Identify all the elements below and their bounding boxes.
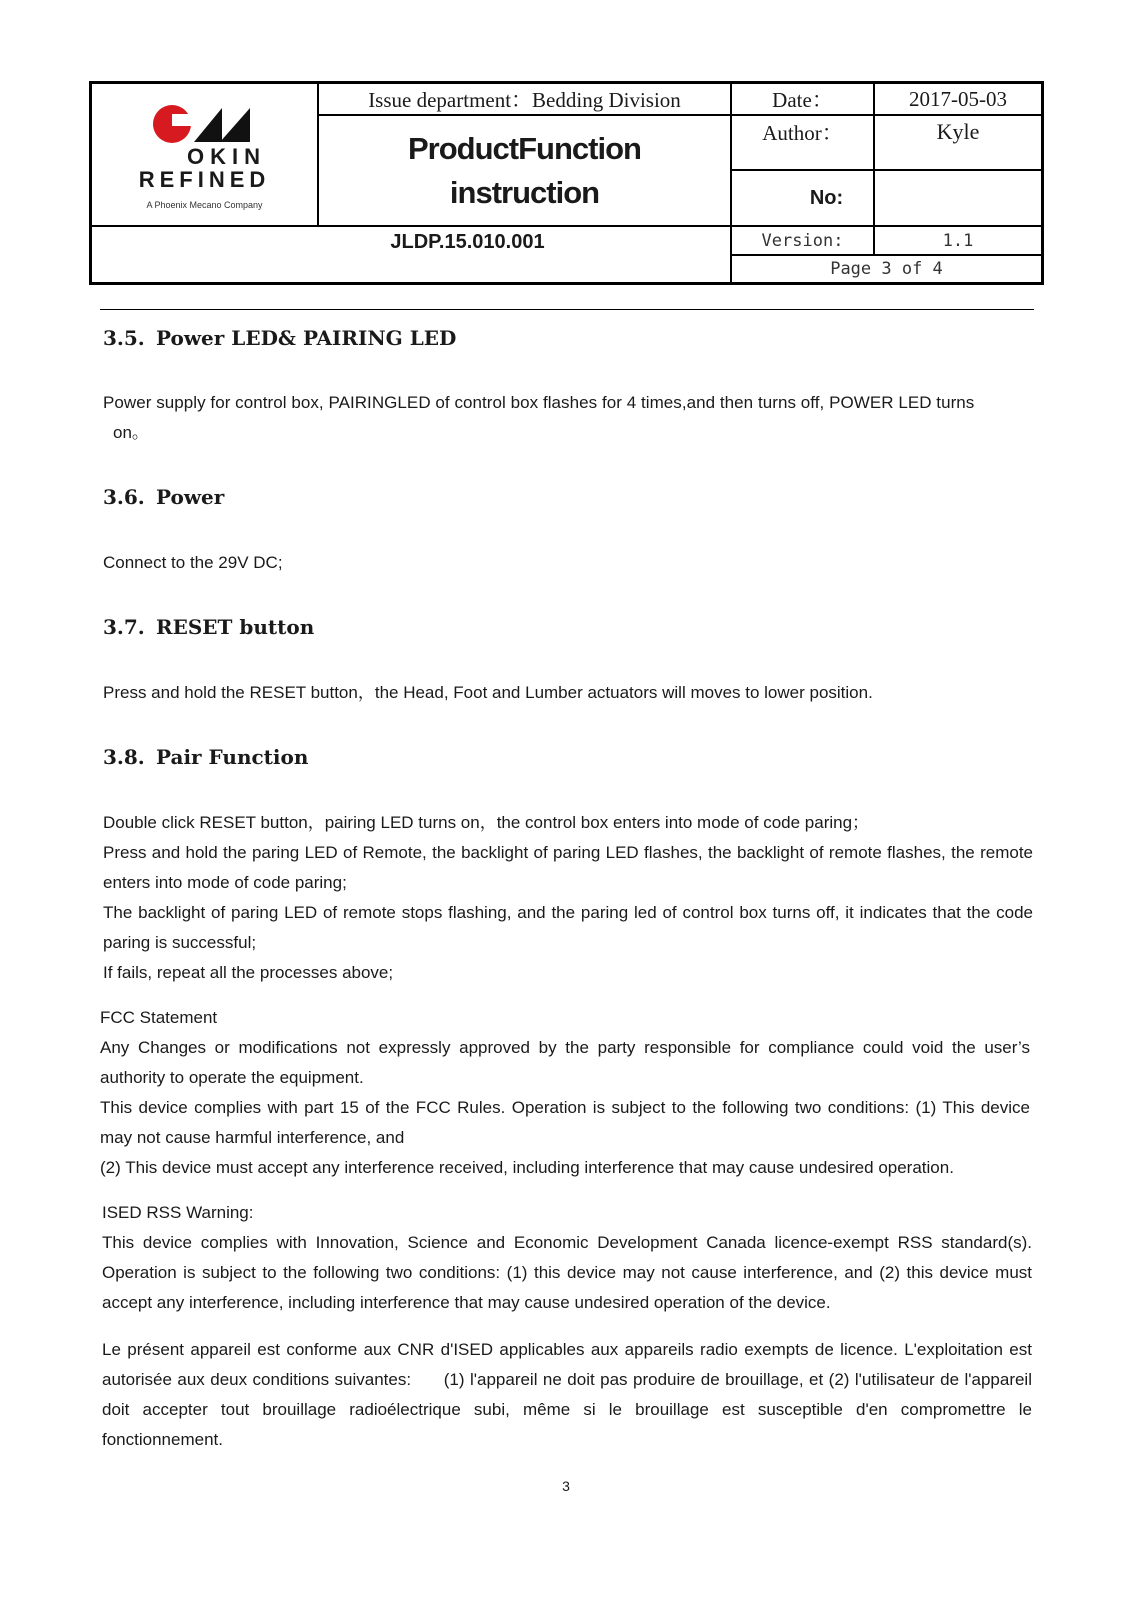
page-info: Page 3 of 4: [830, 259, 943, 279]
author-label: Author：: [762, 121, 843, 145]
header-rule: [100, 309, 1034, 310]
paragraph: The backlight of paring LED of remote stops flashing, and the paring led of control box turns off, it indicates that the code paring is successful;: [103, 903, 1033, 952]
ised-title: ISED RSS Warning:: [102, 1203, 254, 1222]
doc-title: [319, 116, 730, 225]
doc-code: JLDP.15.010.001: [390, 230, 545, 253]
version-value: 1.1: [942, 230, 974, 251]
section-number: 3.8.: [103, 745, 145, 769]
paragraph: Press and hold the RESET button，the Head, Foot and Lumber actuators will moves to lower position.: [103, 683, 873, 702]
company-logo: [92, 84, 317, 225]
section-title: Pair Function: [156, 745, 309, 769]
no-label: No:: [809, 186, 844, 209]
version-label: Version:: [761, 230, 844, 251]
header-table: [89, 81, 1044, 285]
section-heading: [103, 745, 308, 769]
section-title: Power: [156, 485, 225, 509]
section-heading: [103, 326, 456, 350]
paragraph: Press and hold the paring LED of Remote, the backlight of paring LED flashes, the backlight of remote flashes, the remote enters into mode of code paring;: [103, 843, 1033, 892]
section-heading: [103, 615, 314, 639]
date-label: Date：: [772, 88, 833, 112]
section-number: 3.6.: [103, 485, 145, 509]
logo-mark-icon: [150, 104, 260, 146]
section-heading: [103, 485, 224, 509]
page-number: 3: [562, 1478, 570, 1494]
section-title: Power LED& PAIRING LED: [156, 326, 457, 350]
doc-title-line1: ProductFunction: [408, 130, 641, 166]
paragraph: If fails, repeat all the processes above;: [103, 963, 394, 982]
paragraph: Power supply for control box, PAIRINGLED of control box flashes for 4 times,and then turns off, POWER LED turns: [103, 393, 975, 412]
section-number: 3.7.: [103, 615, 145, 639]
logo-okin: OKIN: [187, 143, 266, 169]
paragraph: on。: [113, 423, 149, 442]
section-title: RESET button: [156, 615, 315, 639]
paragraph: Le présent appareil est conforme aux CNR d'ISED applicables aux appareils radio exempts de licence. L'exploitation est autorisée aux deux conditions suivantes: (1) l'appareil ne doit pas produire de brouillage, et (2) l'utilisateur de l'appareil doit accepter tout brouillage radioélectrique subi, même si le brouillage est susceptible d'en compromettre le fonctionnement.: [102, 1340, 1037, 1449]
logo-refined: REFINED: [138, 166, 271, 192]
paragraph: This device complies with part 15 of the FCC Rules. Operation is subject to the following two conditions: (1) This device may not cause harmful interference, and: [100, 1098, 1030, 1147]
doc-title-line2: instruction: [449, 174, 600, 210]
date-value: 2017-05-03: [909, 86, 1007, 111]
issue-department: Issue department：Bedding Division: [368, 88, 681, 112]
author-value: Kyle: [936, 119, 980, 144]
paragraph: Double click RESET button，pairing LED turns on，the control box enters into mode of code paring；: [103, 813, 870, 832]
logo-tagline: A Phoenix Mecano Company: [146, 199, 263, 210]
paragraph: Any Changes or modifications not expressly approved by the party responsible for compliance could void the user’s authority to operate the equipment.: [100, 1038, 1030, 1087]
paragraph: This device complies with Innovation, Science and Economic Development Canada licence-exempt RSS standard(s). Operation is subject to the following two conditions: (1) this device may not cause interference, and (2) this device must accept any interference, including interference that may cause undesired operation of the device.: [102, 1233, 1032, 1312]
paragraph: (2) This device must accept any interference received, including interference that may cause undesired operation.: [100, 1158, 954, 1177]
paragraph: Connect to the 29V DC;: [103, 553, 283, 572]
fcc-title: FCC Statement: [100, 1008, 218, 1027]
section-number: 3.5.: [103, 326, 145, 350]
